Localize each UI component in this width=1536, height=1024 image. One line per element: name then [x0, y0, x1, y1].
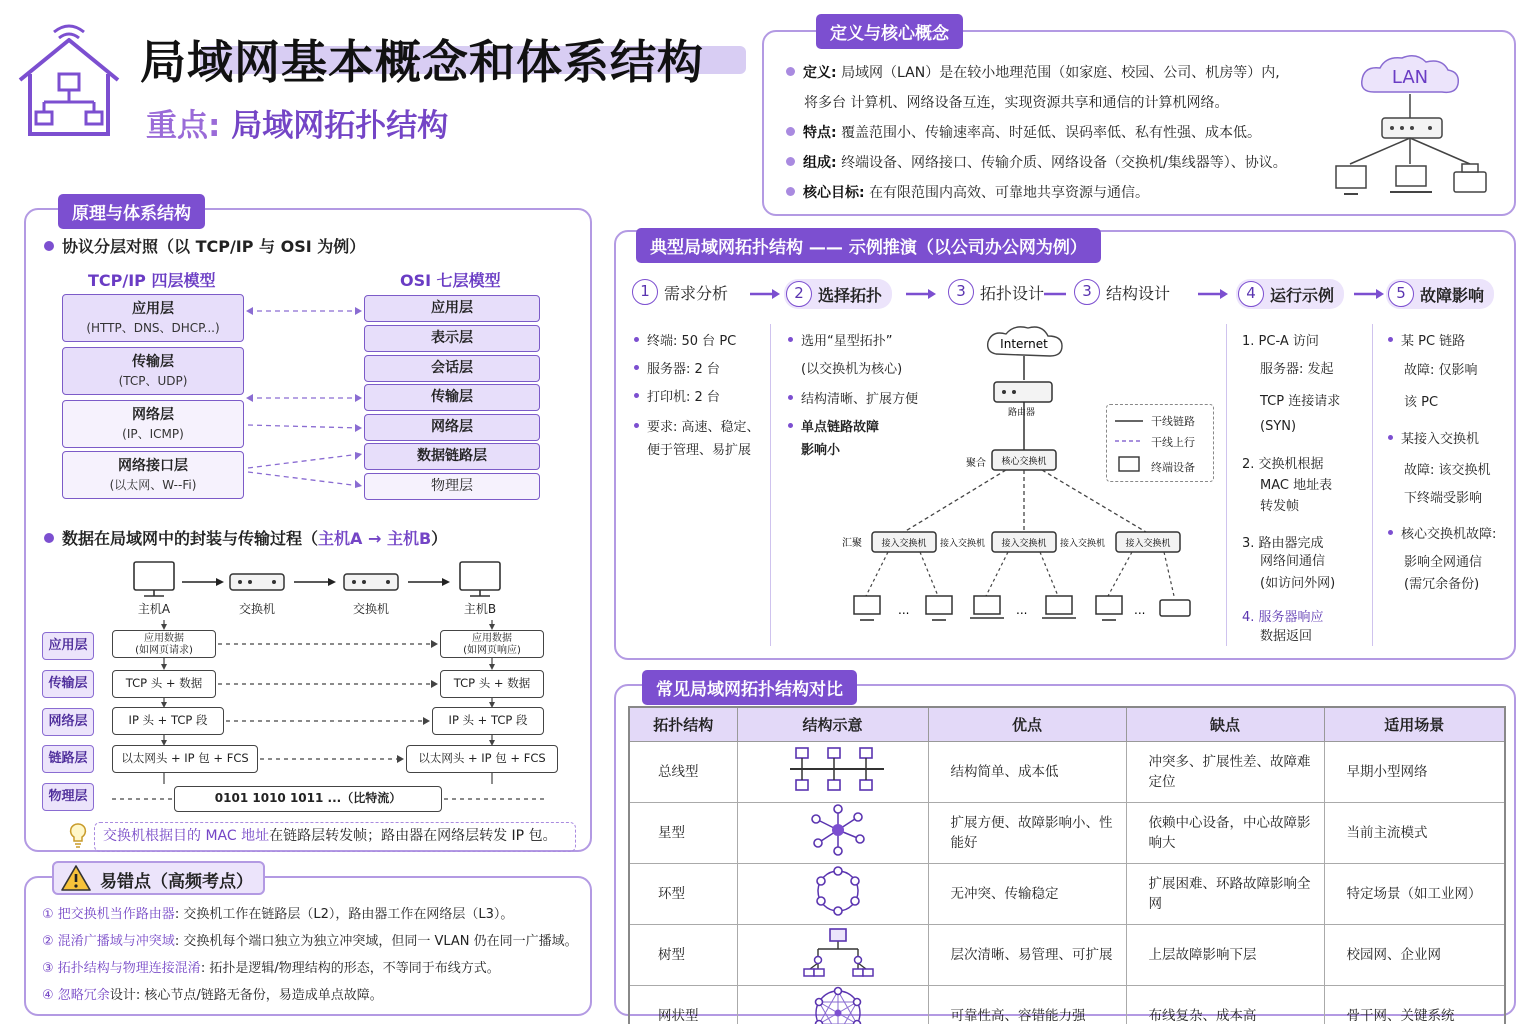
fault-item: 下终端受影响	[1404, 491, 1483, 506]
topo-con: 布线复杂、成本高	[1126, 985, 1324, 1024]
pc-icon	[134, 562, 174, 590]
column-divider	[1226, 324, 1227, 646]
choose-text: 结构清晰、扩展方便	[801, 392, 919, 407]
run-item: 网络间通信	[1260, 554, 1326, 569]
osi-layer: 物理层	[364, 473, 540, 500]
encap-box-right: 以太网头 + IP 包 + FCS	[406, 745, 558, 773]
error-num: ①	[42, 907, 54, 922]
topology-example-section	[614, 230, 1516, 660]
ellipsis: ...	[1016, 603, 1028, 617]
pc-icon	[854, 596, 880, 614]
tcp-layer-sub: (TCP、UDP)	[118, 374, 188, 388]
layering-heading-text: 协议分层对照（以 TCP/IP 与 OSI 为例）	[62, 237, 366, 256]
tip-text: 在链路层转发帧；路由器在网络层转发 IP 包。	[269, 828, 557, 844]
tcp-layer-sub: (HTTP、DNS、DHCP...)	[86, 321, 220, 335]
access-side-label: 接入交换机	[1060, 539, 1106, 549]
star-topology-diagram	[836, 324, 1226, 646]
pc-icon	[926, 596, 952, 614]
encap-arrows	[26, 610, 594, 820]
def-key: 组成:	[803, 155, 837, 171]
tcp-layer-name: 网络层	[132, 407, 174, 423]
tcp-layer-sub: (以太网、W--Fi)	[109, 478, 197, 492]
error-hl: 忽略冗余	[57, 988, 110, 1003]
encap-box-left: TCP 头 + 数据	[112, 670, 216, 698]
error-item	[42, 903, 513, 922]
tcp-layer-name: 应用层	[132, 301, 174, 317]
fault-item: 故障: 该交换机	[1404, 463, 1491, 478]
error-num: ③	[42, 961, 54, 976]
house-network-icon	[14, 18, 124, 138]
page-subtitle	[146, 100, 448, 145]
encap-box-left: 以太网头 + IP 包 + FCS	[112, 745, 258, 773]
def-key: 定义:	[803, 65, 837, 81]
table-row	[629, 802, 1505, 863]
device-label: 主机B	[463, 602, 497, 616]
fault-item: 故障: 仅影响	[1404, 363, 1478, 378]
encap-box-left: IP 头 + TCP 段	[112, 707, 224, 735]
step-arrow	[1354, 289, 1384, 299]
step-item	[632, 279, 728, 305]
device-label: 主机A	[137, 602, 171, 616]
def-text: 局域网（LAN）是在较小地理范围（如家庭、校园、公司、机房等）内,	[841, 65, 1280, 81]
comparison-table	[628, 706, 1506, 1024]
osi-layer: 表示层	[364, 325, 540, 352]
encap-text: 应用数据	[472, 633, 512, 644]
warning-icon	[60, 864, 92, 892]
error-hl: 把交换机当作路由器	[57, 907, 175, 922]
table-header: 拓扑结构	[629, 707, 737, 741]
run-item: 2. 交换机根据	[1242, 457, 1324, 472]
step-text: 拓扑设计	[980, 283, 1045, 303]
page-title: 局域网基本概念和体系结构	[140, 35, 704, 89]
def-text: 将多台 计算机、网络设备互连，实现资源共享和通信的计算机网络。	[804, 95, 1229, 111]
topology-legend	[1106, 404, 1214, 482]
legend-symbols	[1115, 417, 1145, 477]
comparison-section	[614, 680, 1516, 1024]
error-item	[42, 930, 578, 949]
bitstream-box: 0101 1010 1011 ...（比特流）	[174, 786, 442, 812]
step-text: 需求分析	[664, 283, 729, 303]
table-header: 结构示意	[737, 707, 928, 741]
step-item	[784, 279, 892, 309]
errors-tab-text: 易错点（高频考点）	[100, 872, 253, 892]
legend-item: 终端设备	[1151, 461, 1195, 474]
column-divider	[1372, 324, 1373, 646]
layer-tag: 物理层	[42, 783, 94, 811]
error-hl: 拓扑结构与物理连接混淆	[57, 961, 201, 976]
error-text: : 交换机每个端口独立为独立冲突域，但同一 VLAN 仍在同一广播域。	[174, 934, 578, 949]
layer-tag: 网络层	[42, 708, 94, 736]
definition-line	[804, 92, 1228, 112]
error-hl: 混淆广播域与冲突域	[57, 934, 175, 949]
choose-text: 选用“星型拓扑”	[801, 334, 893, 349]
choose-text: (以交换机为核心)	[801, 362, 903, 377]
core-switch-label: 核心交换机	[1001, 457, 1047, 467]
fault-item: 该 PC	[1404, 395, 1439, 410]
definition-line	[786, 122, 1261, 142]
encap-text: (如网页响应)	[463, 645, 521, 656]
topo-con: 冲突多、扩展性差、故障难定位	[1126, 741, 1324, 802]
topo-pro: 结构简单、成本低	[928, 741, 1126, 802]
def-key: 特点:	[803, 125, 837, 141]
topo-name: 星型	[629, 802, 737, 863]
run-item: 数据返回	[1260, 629, 1313, 644]
error-num: ④	[42, 988, 54, 1003]
encap-text: 应用数据	[144, 633, 184, 644]
laptop-icon	[1396, 166, 1426, 186]
bus-topology-icon	[737, 741, 928, 802]
legend-item: 干线链路	[1151, 415, 1195, 428]
table-row	[629, 863, 1505, 924]
enc-heading-end: ）	[431, 529, 448, 548]
device-label: 交换机	[238, 602, 275, 616]
run-item: TCP 连接请求	[1260, 394, 1341, 409]
fault-item: (需冗余备份)	[1404, 577, 1480, 592]
errors-section	[24, 872, 592, 1016]
table-header-row	[629, 707, 1505, 741]
def-key: 核心目标:	[803, 185, 865, 201]
run-item: (SYN)	[1260, 419, 1297, 434]
fault-item	[1388, 431, 1479, 449]
topology-tab: 典型局域网拓扑结构 —— 示例推演（以公司办公网为例）	[636, 228, 1101, 263]
tip-box	[94, 822, 576, 852]
access-switch-label: 接入交换机	[1001, 539, 1047, 549]
step-num: 1	[632, 279, 658, 305]
osi-layer: 传输层	[364, 384, 540, 411]
laptop-icon	[974, 596, 1000, 614]
definition-line	[786, 62, 1280, 82]
fault-item	[1388, 526, 1496, 544]
run-item: 服务器: 发起	[1260, 362, 1334, 377]
layer-tag: 传输层	[42, 670, 94, 698]
step-arrow	[750, 289, 780, 299]
def-text: 覆盖范围小、传输速率高、时延低、误码率低、私有性强、成本低。	[841, 125, 1262, 141]
topo-scene: 特定场景（如工业网）	[1324, 863, 1505, 924]
run-item: MAC 地址表	[1260, 478, 1333, 493]
run-item: 1. PC-A 访问	[1242, 334, 1319, 349]
lan-diagram	[1330, 52, 1500, 202]
req-item	[647, 442, 751, 460]
topo-name: 树型	[629, 924, 737, 985]
run-item: 4. 服务器响应	[1242, 610, 1324, 625]
table-header: 缺点	[1126, 707, 1324, 741]
step-arrow	[1198, 289, 1228, 299]
encap-box-right: IP 头 + TCP 段	[432, 707, 544, 735]
laptop-icon	[1046, 596, 1072, 614]
topo-pro: 层次清晰、易管理、可扩展	[928, 924, 1126, 985]
error-text: : 拓扑是逻辑/物理结构的形态，不等同于布线方式。	[200, 961, 500, 976]
req-item	[634, 389, 720, 407]
topo-name: 环型	[629, 863, 737, 924]
enc-heading-hl: 主机A → 主机B	[318, 529, 432, 548]
key-label: 重点:	[146, 108, 221, 144]
osi-layer: 数据链路层	[364, 443, 540, 470]
step-num: 2	[786, 281, 812, 307]
star-topology-icon	[737, 802, 928, 863]
topo-scene: 骨干网、关键系统	[1324, 985, 1505, 1024]
table-row	[629, 985, 1505, 1024]
step-text: 故障影响	[1420, 285, 1485, 305]
encap-text: (如网页请求)	[135, 645, 193, 656]
table-header: 优点	[928, 707, 1126, 741]
layer-tag: 链路层	[42, 745, 94, 773]
lightbulb-icon	[68, 822, 88, 850]
step-text: 结构设计	[1106, 283, 1171, 303]
tcp-layer-sub: (IP、ICMP)	[122, 427, 184, 441]
req-item	[634, 333, 736, 351]
pc-icon	[1336, 166, 1366, 188]
def-text: 终端设备、网络接口、传输介质、网络设备（交换机/集线器等）、协议。	[841, 155, 1287, 171]
definition-line	[786, 152, 1287, 172]
osi-layer: 会话层	[364, 355, 540, 382]
topo-name: 总线型	[629, 741, 737, 802]
printer-icon	[1160, 600, 1190, 616]
device-label: 交换机	[352, 602, 389, 616]
tcp-layer-name: 传输层	[132, 354, 174, 370]
printer-icon	[1454, 172, 1486, 192]
step-item	[1236, 279, 1344, 309]
error-item	[42, 957, 500, 976]
access-switch-label: 接入交换机	[1125, 539, 1171, 549]
lan-label: LAN	[1391, 67, 1429, 88]
step-num: 5	[1388, 281, 1414, 307]
encapsulation-heading	[44, 526, 447, 549]
access-switch-label: 接入交换机	[881, 539, 927, 549]
choose-item	[801, 442, 840, 460]
table-header: 适用场景	[1324, 707, 1505, 741]
step-num: 4	[1238, 281, 1264, 307]
step-text: 运行示例	[1270, 285, 1335, 305]
principle-tab: 原理与体系结构	[58, 194, 205, 229]
req-item	[634, 419, 760, 437]
pc-icon	[460, 562, 500, 590]
fault-item	[1388, 333, 1465, 351]
topo-scene: 早期小型网络	[1324, 741, 1505, 802]
table-row	[629, 741, 1505, 802]
ellipsis: ...	[898, 603, 910, 617]
topo-con: 依赖中心设备，中心故障影响大	[1126, 802, 1324, 863]
osi-layer: 网络层	[364, 414, 540, 441]
error-item	[42, 984, 383, 1003]
choose-text: 单点链路故障	[801, 420, 880, 435]
internet-label: Internet	[1000, 337, 1048, 351]
tcp-model-title: TCP/IP 四层模型	[88, 271, 216, 290]
req-text: 便于管理、易扩展	[647, 443, 752, 458]
legend-item: 干线上行	[1151, 436, 1195, 449]
fault-text: 某接入交换机	[1401, 432, 1480, 447]
tcp-layer-name: 网络接口层	[118, 458, 188, 474]
run-item: 3. 路由器完成	[1242, 536, 1324, 551]
run-item: (如访问外网)	[1260, 576, 1336, 591]
req-text: 服务器: 2 台	[647, 362, 720, 377]
comparison-tab: 常见局域网拓扑结构对比	[642, 670, 857, 705]
req-text: 打印机: 2 台	[647, 390, 720, 405]
req-item	[634, 361, 720, 379]
choose-text: 影响小	[801, 443, 841, 458]
ellipsis: ...	[1134, 603, 1146, 617]
access-side-label: 接入交换机	[940, 539, 986, 549]
step-item	[948, 279, 1044, 305]
def-text: 在有限范围内高效、可靠地共享资源与通信。	[869, 185, 1150, 201]
topo-pro: 无冲突、传输稳定	[928, 863, 1126, 924]
tree-topology-icon	[737, 924, 928, 985]
tip-hl: 交换机根据目的 MAC 地址	[103, 828, 270, 844]
topo-con: 扩展困难、环路故障影响全网	[1126, 863, 1324, 924]
access-side-label: 汇聚	[842, 538, 862, 549]
error-text: 设计: 核心节点/链路无备份，易造成单点故障。	[109, 988, 383, 1003]
definition-tab: 定义与核心概念	[816, 14, 963, 49]
router-label: 路由器	[1008, 408, 1036, 418]
core-side-label: 聚合	[966, 458, 986, 469]
step-arrow	[906, 289, 936, 299]
step-text: 选择拓扑	[818, 285, 883, 305]
osi-layer: 应用层	[364, 295, 540, 322]
req-text: 要求: 高速、稳定、	[647, 420, 760, 435]
principle-section	[24, 204, 592, 852]
layer-mapping-arrows	[26, 210, 594, 530]
encap-box-right: TCP 头 + 数据	[440, 670, 544, 698]
pc-icon	[1096, 596, 1122, 614]
table-row	[629, 924, 1505, 985]
fault-text: 核心交换机故障:	[1401, 527, 1497, 542]
fault-item: 影响全网通信	[1404, 555, 1483, 570]
definition-line	[786, 182, 1149, 202]
run-item: 转发帧	[1260, 499, 1300, 514]
topo-pro: 扩展方便、故障影响小、性能好	[928, 802, 1126, 863]
req-text: 终端: 50 台 PC	[647, 334, 737, 349]
fault-text: 某 PC 链路	[1401, 334, 1466, 349]
key-text: 局域网拓扑结构	[231, 108, 449, 144]
topo-scene: 当前主流模式	[1324, 802, 1505, 863]
topo-name: 网状型	[629, 985, 737, 1024]
pc-icon	[1119, 457, 1139, 471]
step-item	[1386, 279, 1494, 309]
topo-pro: 可靠性高、容错能力强	[928, 985, 1126, 1024]
column-divider	[770, 324, 771, 646]
topo-con: 上层故障影响下层	[1126, 924, 1324, 985]
step-arrow	[1044, 289, 1070, 299]
step-num: 3	[1074, 279, 1100, 305]
error-text: : 交换机工作在链路层（L2），路由器工作在网络层（L3）。	[174, 907, 514, 922]
enc-heading-text: 数据在局域网中的封装与传输过程（	[62, 529, 319, 548]
step-item	[1074, 279, 1170, 305]
layer-tag: 应用层	[42, 632, 94, 660]
mesh-topology-icon	[737, 985, 928, 1024]
step-num: 3	[948, 279, 974, 305]
osi-model-title: OSI 七层模型	[400, 271, 501, 290]
error-num: ②	[42, 934, 54, 949]
ring-topology-icon	[737, 863, 928, 924]
topo-scene: 校园网、企业网	[1324, 924, 1505, 985]
